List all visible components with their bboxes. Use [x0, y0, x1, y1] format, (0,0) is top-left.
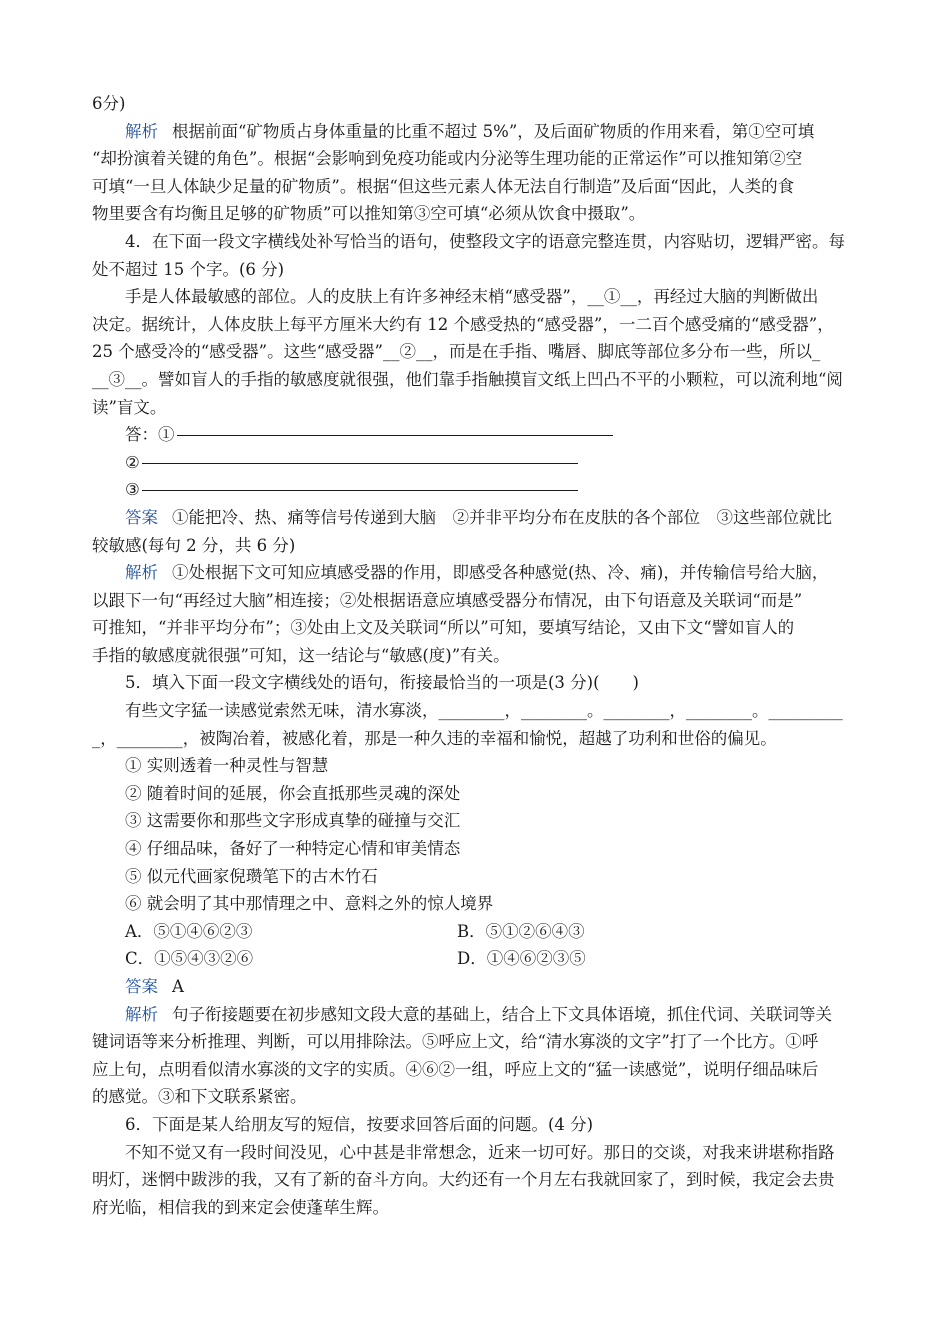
q6-passage-1: 不知不觉又有一段时间没见，心中甚是非常想念，近来一切可好。那日的交谈，对我来讲堪称指路 [125, 1142, 835, 1162]
q5-item-3: ③ 这需要你和那些文字形成真挚的碰撞与交汇 [125, 811, 461, 831]
answer-label: 答案 [125, 977, 158, 996]
q3-analysis-line-4: 物里要含有均衡且足够的矿物质”可以推知第③空可填“必须从饮食中摄取”。 [92, 204, 646, 224]
answer-label: 答案 [125, 507, 158, 527]
answer-rule-3 [142, 490, 578, 491]
q5-item-4: ④ 仔细品味，备好了一种特定心情和审美情态 [125, 839, 461, 859]
document-page [92, 90, 862, 1221]
analysis-label: 解析 [125, 1004, 158, 1024]
q4-analysis-line-3: 可推知，“并非平均分布”；③处由上文及关联词“所以”可知，要填写结论，又由下文“譬如盲人的 [92, 618, 795, 638]
q3-analysis-line-3: 可填“一旦人体缺少足量的矿物质”。根据“但这些元素人体无法自行制造”及后面“因此，人类的食 [92, 176, 795, 196]
q5-key-line: 答案 A [125, 977, 184, 996]
option-d: D．①④⑥②③⑤ [457, 949, 586, 969]
answer-line-3: ③ [92, 476, 862, 504]
analysis-label: 解析 [125, 121, 158, 141]
q5-item-5: ⑤ 似元代画家倪瓒笔下的古木竹石 [125, 866, 378, 886]
q5-analysis-line-2: 键词语等来分析推理、判断，可以用排除法。⑤呼应上文，给“清水寡淡的文字”打了一个比方。①呼 [92, 1032, 819, 1052]
q5-analysis-line-4: 的感觉。③和下文联系紧密。 [92, 1087, 307, 1107]
q5-passage-1: 有些文字猛一读感觉索然无味，清水寡淡，________，________。________，________。_________ [125, 701, 843, 721]
q3-analysis-line-1: 解析 根据前面“矿物质占身体重量的比重不超过 5%”，及后面矿物质的作用来看，第①空可填 [125, 121, 815, 141]
blank-3: __③__ [92, 369, 142, 389]
q5-stem: 5．填入下面一段文字横线处的语句，衔接最恰当的一项是(3 分)( ) [125, 673, 639, 693]
q5-options-row-1 [92, 918, 862, 946]
q3-analysis-line-2: “却扮演着关键的角色”。根据“会影响到免疫功能或内分泌等生理功能的正常运作”可以推知第②空 [92, 149, 803, 169]
answer-line-1: 答：① [92, 421, 862, 449]
answer-rule-2 [142, 463, 578, 464]
q6-passage-3: 府光临，相信我的到来定会使蓬荜生辉。 [92, 1197, 389, 1217]
option-b: B．⑤①②⑥④③ [457, 921, 585, 941]
q4-passage-2: 决定。据统计，人体皮肤上每平方厘米大约有 12 个感受热的“感受器”，一二百个感受痛的“感受器”， [92, 314, 834, 334]
option-a: A．⑤①④⑥②③ [125, 921, 253, 941]
q4-passage-4: __③__。譬如盲人的手指的敏感度就很强，他们靠手指触摸盲文纸上凹凸不平的小颗粒，可以流利地“阅 [92, 369, 843, 389]
q6-passage-2: 明灯，迷惘中跋涉的我，又有了新的奋斗方向。大约还有一个月左右我就回家了，到时候，我定会去贵 [92, 1170, 835, 1190]
q5-options-row-2 [92, 945, 862, 973]
q5-item-1: ① 实则透着一种灵性与智慧 [125, 756, 329, 776]
q4-passage-5: 读”盲文。 [92, 397, 167, 417]
q4-passage-1: 手是人体最敏感的部位。人的皮肤上有许多神经末梢“感受器”，__①__，再经过大脑的判断做出 [125, 287, 819, 307]
q5-analysis-line-3: 应上句，点明看似清水寡淡的文字的实质。④⑥②一组，呼应上文的“猛一读感觉”，说明仔细品味后 [92, 1059, 819, 1079]
q5-passage-2: _，________，被陶冶着，被感化着，那是一种久违的幸福和愉悦，超越了功利和世俗的偏见。 [92, 728, 777, 748]
q4-analysis-line-2: 以跟下一句“再经过大脑”相连接；②处根据语意应填感受器分布情况，由下句语意及关联词“而是” [92, 590, 803, 610]
q4-key-line-1: 答案 ①能把冷、热、痛等信号传递到大脑 ②并非平均分布在皮肤的各个部位 ③这些部位就比 [125, 507, 832, 527]
q4-analysis-line-1: 解析 ①处根据下文可知应填感受器的作用，即感受各种感觉(热、冷、痛)，并传输信号给大脑， [125, 563, 829, 583]
answer-rule-1 [177, 435, 613, 436]
q5-item-6: ⑥ 就会明了其中那情理之中、意料之外的惊人境界 [125, 894, 494, 914]
q4-analysis-line-4: 手指的敏感度就很强”可知，这一结论与“敏感(度)”有关。 [92, 645, 510, 665]
analysis-label: 解析 [125, 563, 158, 583]
q5-analysis-line-1: 解析 句子衔接题要在初步感知文段大意的基础上，结合上下文具体语境，抓住代词、关联词等关 [125, 1004, 832, 1024]
option-c: C．①⑤④③②⑥ [125, 949, 254, 969]
q4-stem-1: 4．在下面一段文字横线处补写恰当的语句，使整段文字的语意完整连贯，内容贴切，逻辑严密。每 [125, 231, 845, 251]
q4-passage-3: 25 个感受冷的“感受器”。这些“感受器”__②__，而是在手指、嘴唇、脚底等部位多分布一些，所以_ [92, 342, 821, 362]
q3-score-tail: 6分) [92, 94, 126, 113]
q4-stem-2: 处不超过 15 个字。(6 分) [92, 259, 285, 279]
answer-line-2: ② [92, 449, 862, 477]
q6-stem: 6．下面是某人给朋友写的短信，按要求回答后面的问题。(4 分) [125, 1114, 594, 1134]
blank-1: __①__ [587, 287, 637, 307]
blank-2: __②__ [382, 342, 433, 362]
q5-item-2: ② 随着时间的延展，你会直抵那些灵魂的深处 [125, 783, 461, 803]
q4-key-line-2: 较敏感(每句 2 分，共 6 分) [92, 535, 296, 555]
